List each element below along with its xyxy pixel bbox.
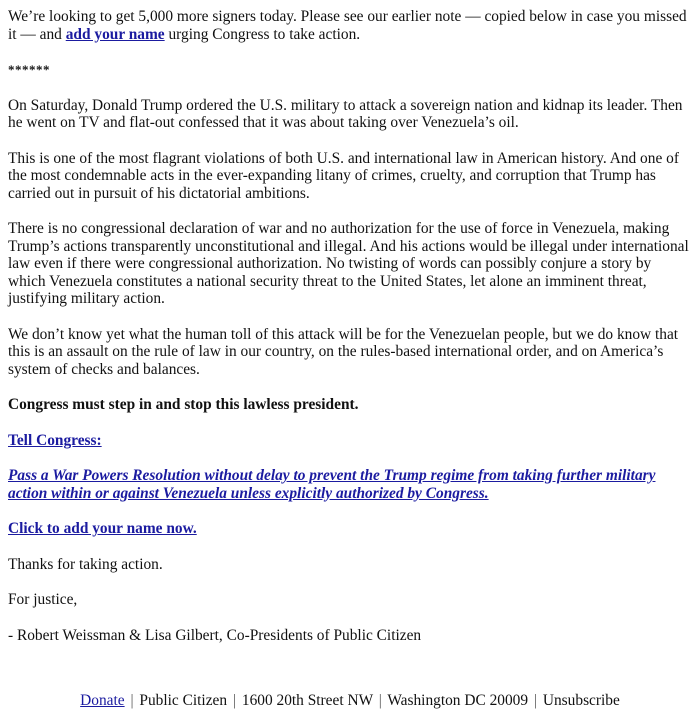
paragraph-violations: This is one of the most flagrant violations of both U.S. and international law in American history. And one of the most condemnable acts in the ever-expanding litany of crimes, cruelty, and corruption that Trump has carried out in pursuit of his dictatorial ambitions. <box>8 149 679 202</box>
footer <box>0 692 700 709</box>
intro-paragraph <box>8 8 692 43</box>
footer-org: Public Citizen <box>139 692 228 709</box>
unsubscribe-link[interactable]: Unsubscribe <box>542 692 620 709</box>
footer-city: Washington DC 20009 <box>387 692 529 709</box>
signature-text: - Robert Weissman & Lisa Gilbert, Co-Presidents of Public Citizen <box>8 626 422 644</box>
donate-link[interactable]: Donate <box>80 692 125 709</box>
call-out-heading: Congress must step in and stop this lawless president. <box>8 396 359 413</box>
signoff-text: For justice, <box>8 591 78 608</box>
thanks-text: Thanks for taking action. <box>8 555 163 573</box>
footer-separator: | <box>130 692 134 709</box>
footer-separator: | <box>378 692 382 709</box>
petition-link[interactable]: Pass a War Powers Resolution without delay to prevent the Trump regime from taking further military action within or against Venezuela unless explicitly authorized by Congress. <box>8 467 656 502</box>
intro-text-after: urging Congress to take action. <box>164 25 361 43</box>
add-your-name-link[interactable]: add your name <box>65 25 165 43</box>
paragraph-human-toll: We don’t know yet what the human toll of this attack will be for the Venezuelan people, but we do know that this is an assault on the rule of law in our country, on the rules-based international order, and on America’s system of checks and balances. <box>8 325 679 378</box>
tell-congress-paragraph <box>8 432 692 450</box>
footer-street: 1600 20th Street NW <box>241 692 373 709</box>
add-name-now-link[interactable]: Click to add your name now. <box>8 520 197 537</box>
divider: ****** <box>8 62 50 77</box>
add-name-paragraph <box>8 520 692 538</box>
tell-congress-link[interactable]: Tell Congress: <box>8 431 102 449</box>
intro-text-before: We’re looking to get 5,000 more signers today. Please see our earlier note — copied below in case you missed it — and <box>8 8 687 43</box>
petition-paragraph <box>8 467 692 502</box>
footer-separator: | <box>232 692 237 709</box>
footer-separator: | <box>533 692 538 709</box>
paragraph-no-declaration: There is no congressional declaration of war and no authorization for the use of force in Venezuela, making Trump’s actions transparently unconstitutional and illegal. And his actions would be illegal under international law even if there were congressional authorization. No twisting of words can possibly conjure a story by which Venezuela constitutes a national security threat to the United States, let alone an imminent threat, justifying military action. <box>8 220 689 307</box>
paragraph-saturday: On Saturday, Donald Trump ordered the U.S. military to attack a sovereign nation and kidnap its leader. Then he went on TV and flat-out confessed that it was about taking over Venezuela’s oil. <box>8 96 683 131</box>
